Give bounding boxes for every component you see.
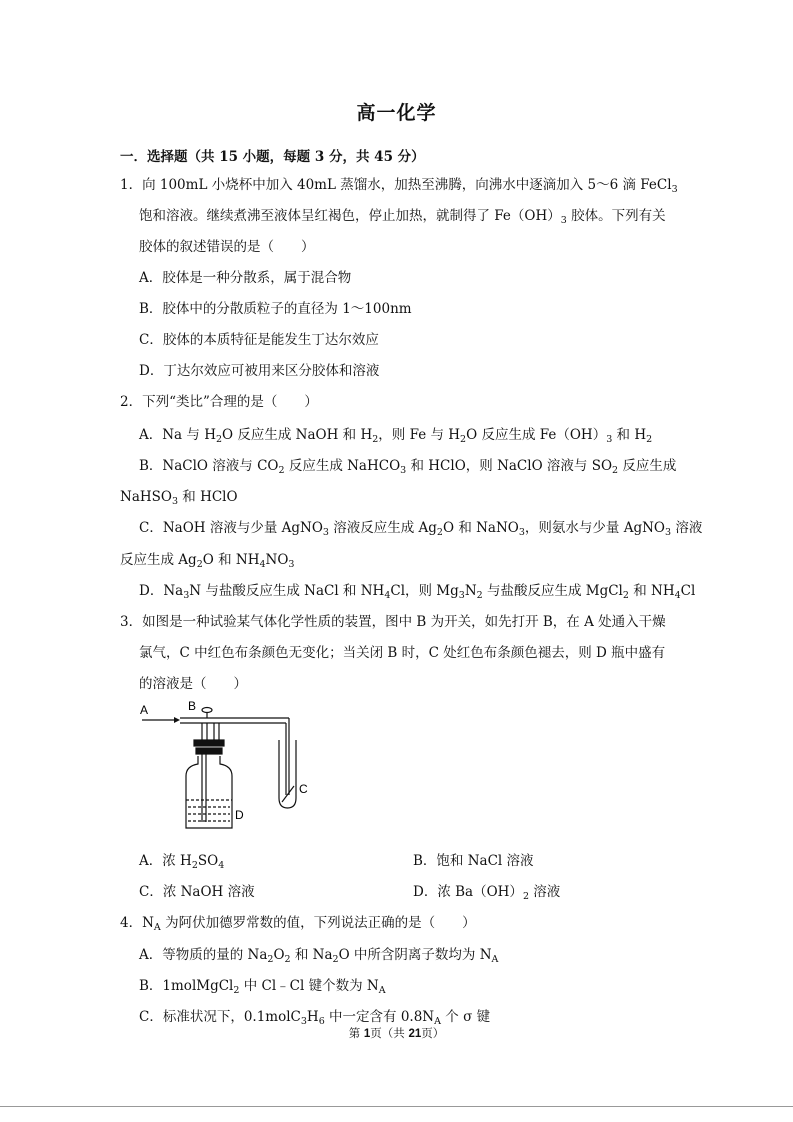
text-segment: B．1molMgCl	[139, 978, 234, 994]
label-d: D	[235, 808, 244, 822]
subscript: 3	[606, 434, 613, 445]
text-segment: C．标准状况下，0.1molC	[139, 1009, 301, 1025]
label-c: C	[299, 782, 308, 796]
q2-option-b-line2	[120, 488, 238, 506]
subscript: 2	[436, 527, 443, 538]
q1-text: 饱和溶液。继续煮沸至液体呈红褐色，停止加热，就制得了 Fe（OH）	[139, 208, 561, 224]
text-segment: 和 HClO，则 NaClO 溶液与 SO	[406, 458, 613, 474]
page-footer	[0, 1025, 793, 1041]
subscript: 2	[622, 590, 629, 601]
q1-option-a: A．胶体是一种分散系，属于混合物	[139, 270, 352, 286]
q3-stem-line1: 3．如图是一种试验某气体化学性质的装置，图中 B 为开关，如先打开 B，在 A 处通入干燥	[120, 614, 666, 630]
bottle-d	[186, 756, 232, 828]
apparatus-figure	[134, 700, 334, 830]
q3-stem-line2: 氯气，C 中红色布条颜色无变化；当关闭 B 时，C 处红色布条颜色褪去，则 D 瓶中盛有	[139, 645, 666, 661]
q3-option-d	[413, 883, 560, 901]
subscript: 2	[476, 590, 483, 601]
text-segment: N 与盐酸反应生成 NaCl 和 NH	[189, 583, 385, 599]
subscript: A	[491, 954, 499, 965]
subscript: 2	[215, 434, 223, 445]
subscript: 2	[460, 434, 467, 445]
q1-stem-line1	[120, 176, 678, 194]
stopper-bottom	[196, 748, 222, 754]
subscript: 2	[646, 434, 653, 445]
q3-stem-line3: 的溶液是（ ）	[139, 676, 247, 692]
q1-option-c: C．胶体的本质特征是能发生丁达尔效应	[139, 332, 379, 348]
subscript: 3	[458, 590, 465, 601]
q2-option-c-line2	[120, 551, 294, 569]
text-segment: B．NaClO 溶液与 CO	[139, 458, 279, 474]
text-segment: A．浓 H	[139, 853, 192, 869]
text-segment: 反应生成 NaHCO	[284, 458, 401, 474]
subscript: 4	[674, 590, 681, 601]
q4-option-c	[139, 1008, 490, 1026]
text-segment: 和 H	[612, 427, 647, 443]
q1-option-b: B．胶体中的分散质粒子的直径为 1～100nm	[139, 301, 412, 317]
subscript: 4	[218, 860, 225, 871]
text-segment: SO	[197, 853, 219, 869]
subscript: 3	[518, 527, 525, 538]
subscript: 4	[259, 559, 266, 570]
q2-option-c-line1	[139, 519, 702, 537]
text-segment: 反应生成	[618, 458, 677, 474]
text-segment: O	[273, 947, 285, 963]
subscript: 3	[171, 496, 178, 507]
q2-stem: 2．下列“类比”合理的是（ ）	[120, 394, 318, 410]
text-segment: 与盐酸反应生成 MgCl	[482, 583, 623, 599]
text-segment: 溶液	[671, 520, 703, 536]
q3-option-c: C．浓 NaOH 溶液	[139, 884, 255, 900]
stopcock-handle	[202, 708, 212, 713]
text-segment: 溶液反应生成 Ag	[328, 520, 437, 536]
footer-text: 页）	[421, 1026, 445, 1040]
text-segment: NaHSO	[120, 489, 172, 505]
text-segment: 和 HClO	[178, 489, 238, 505]
text-segment: 中 Cl﹣Cl 键个数为 N	[239, 978, 379, 994]
subscript: 2	[332, 954, 339, 965]
text-segment: O 和 NaNO	[442, 520, 519, 536]
q1-text: 胶体。下列有关	[566, 208, 666, 224]
text-segment: D．Na	[139, 583, 184, 599]
text-segment: ，则氨水与少量 AgNO	[524, 520, 665, 536]
q1-stem-line2	[139, 207, 666, 225]
page-number: 1	[363, 1028, 371, 1040]
subscript: 2	[196, 559, 203, 570]
q1-option-d: D．丁达尔效应可被用来区分胶体和溶液	[139, 363, 380, 379]
text-segment: 和 Na	[290, 947, 333, 963]
subscript: 2	[372, 434, 379, 445]
text-segment: O 和 NH	[202, 552, 260, 568]
stopper-top	[194, 740, 224, 746]
text-segment: N	[464, 583, 477, 599]
subscript: 2	[612, 465, 619, 476]
section-heading: 一．选择题（共 15 小题，每题 3 分，共 45 分）	[120, 149, 425, 165]
text-segment: Cl，则 Mg	[390, 583, 459, 599]
text-segment: O 中所含阴离子数均为 N	[338, 947, 492, 963]
text-segment: A．等物质的量的 Na	[139, 947, 268, 963]
subscript: 2	[284, 954, 291, 965]
bottom-divider	[0, 1106, 793, 1107]
subscript: 2	[191, 860, 198, 871]
page-title: 高一化学	[356, 102, 437, 124]
text-segment: 溶液	[528, 884, 561, 900]
q4-option-b	[139, 977, 386, 995]
q3-option-b: B．饱和 NaCl 溶液	[413, 853, 534, 869]
q2-option-a	[139, 426, 652, 444]
q2-option-d	[139, 582, 695, 600]
text-segment: NO	[265, 552, 289, 568]
cloth-strip	[282, 786, 294, 802]
q3-option-a	[139, 852, 224, 870]
footer-text: 第	[348, 1026, 364, 1040]
subscript: 4	[384, 590, 391, 601]
q1-text: 1．向 100mL 小烧杯中加入 40mL 蒸馏水，加热至沸腾，向沸水中逐滴加入 5～6 滴 FeCl	[120, 177, 672, 193]
subscript: 2	[267, 954, 274, 965]
q4-option-a	[139, 946, 498, 964]
subscript: 3	[183, 590, 190, 601]
text-segment: 中一定含有 0.8N	[324, 1009, 435, 1025]
text-segment: ，则 Fe 与 H	[378, 427, 461, 443]
text-segment: D．浓 Ba（OH）	[413, 884, 523, 900]
subscript: 3	[288, 559, 295, 570]
footer-text: 页（共	[370, 1026, 409, 1040]
text-segment: O 反应生成 NaOH 和 H	[222, 427, 373, 443]
q1-stem-line3: 胶体的叙述错误的是（ ）	[139, 239, 315, 255]
subscript: 2	[278, 465, 285, 476]
subscript: 2	[522, 891, 529, 902]
subscript: 6	[318, 1016, 325, 1027]
text-segment: 4．N	[120, 915, 154, 931]
label-a: A	[140, 703, 149, 717]
subscript: 3	[664, 527, 672, 538]
subscript: 3	[400, 465, 407, 476]
text-segment: 反应生成 Ag	[120, 552, 197, 568]
text-segment: H	[306, 1009, 319, 1025]
subscript: 3	[300, 1016, 307, 1027]
q2-option-b-line1	[139, 457, 676, 475]
subscript: A	[434, 1016, 441, 1027]
subscript: 2	[233, 985, 240, 996]
inlet-arrowhead	[174, 717, 180, 723]
text-segment: A．Na 与 H	[139, 427, 216, 443]
subscript: 3	[322, 527, 329, 538]
subscript: A	[153, 922, 161, 933]
text-segment: O 反应生成 Fe（OH）	[466, 427, 607, 443]
q4-stem	[120, 914, 476, 932]
text-segment: 为阿伏加德罗常数的值，下列说法正确的是（ ）	[160, 915, 476, 931]
text-segment: C．NaOH 溶液与少量 AgNO	[139, 520, 323, 536]
subscript: A	[378, 985, 386, 996]
label-b: B	[188, 700, 197, 713]
test-tube-c	[279, 740, 296, 808]
text-segment: 和 NH	[628, 583, 675, 599]
page-total: 21	[408, 1028, 422, 1040]
q1-sub: 3	[560, 215, 567, 226]
text-segment: 个 σ 键	[441, 1009, 491, 1025]
q1-sub: 3	[671, 184, 678, 195]
text-segment: Cl	[680, 583, 696, 599]
